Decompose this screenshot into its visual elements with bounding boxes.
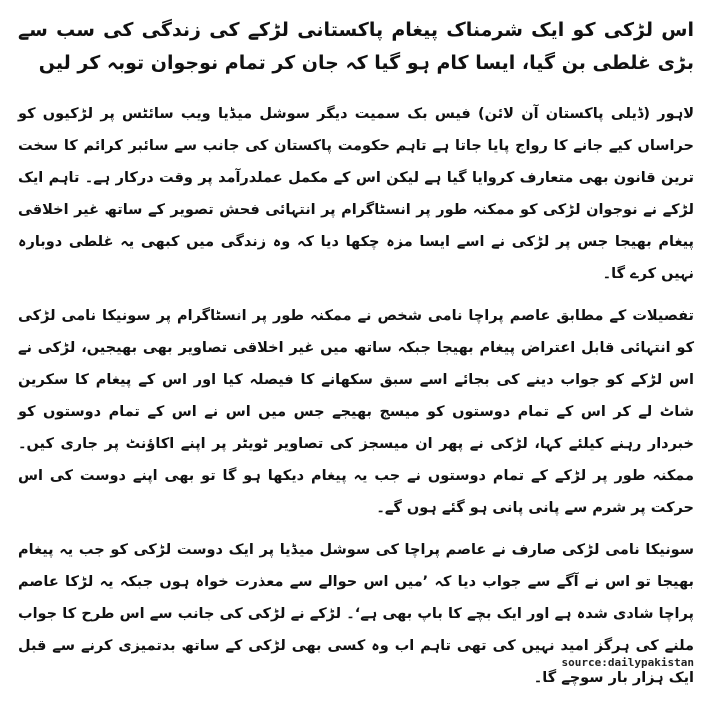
source-credit: source:dailypakistan: [561, 656, 694, 669]
article-paragraph-1: لاہور (ڈیلی پاکستان آن لائن) فیس بک سمیت دیگر سوشل میڈیا ویب سائٹس پر لڑکیوں کو حراساں کیے جانے کا رواج پایا جاتا ہے تاہم حکومت پاکستان کی جانب سے سائبر کرائم کا سخت ترین قانون بھی متعارف کروایا گیا ہے لیکن اس کے مکمل عملدرآمد پر وقت درکار ہے۔ تاہم ایک لڑکے نے نوجوان لڑکی کو ممکنہ طور پر انسٹاگرام پر انتہائی فحش تصویر کے ساتھ غیر اخلاقی پیغام بھیجا جس پر لڑکی نے اسے ایسا مزہ چکھا دیا کہ وہ زندگی میں کبھی یہ غلطی دوبارہ نہیں کرے گا۔: [18, 106, 694, 282]
article-paragraph-2: تفصیلات کے مطابق عاصم پراچا نامی شخص نے ممکنہ طور پر انسٹاگرام پر سونیکا نامی لڑکی کو انتہائی قابل اعتراض پیغام بھیجا جبکہ ساتھ میں غیر اخلاقی تصاویر بھی بھیجیں، لڑکی نے اس لڑکے کو جواب دینے کی بجائے اسے سبق سکھانے کا فیصلہ کیا اور اس کے پیغام کا سکرین شاٹ لے کر اس کے تمام دوستوں کو میسج بھیجے جس میں اس نے اس کے تمام دوستوں کو خبردار رہنے کیلئے کہا، لڑکی نے پھر ان میسجز کی تصاویر ٹویٹر پر اپنے اکاؤنٹ پر جاری کیں۔ ممکنہ طور پر لڑکے کے تمام دوستوں نے جب یہ پیغام دیکھا ہو گا تو بھی اپنے دوست کی اس حرکت پر شرم سے پانی پانی ہو گئے ہوں گے۔: [18, 308, 694, 516]
article-paragraph-3: سونیکا نامی لڑکی صارف نے عاصم پراچا کی سوشل میڈیا پر ایک دوست لڑکی کو جب یہ پیغام بھیجا تو اس نے آگے سے جواب دیا کہ ’میں اس حوالے سے معذرت خواہ ہوں جبکہ یہ لڑکا عاصم پراچا شادی شدہ ہے اور ایک بچے کا باپ بھی ہے‘۔ لڑکے نے لڑکی کی جانب سے اس طرح کا جواب ملنے کی ہرگز امید نہیں کی تھی تاہم اب وہ کسی بھی لڑکی کے ساتھ بدتمیزی کرنے سے قبل ایک ہزار بار سوچے گا۔: [18, 542, 694, 686]
article: [18, 14, 694, 704]
article-headline: اس لڑکی کو ایک شرمناک پیغام پاکستانی لڑکے کی زندگی کی سب سے بڑی غلطی بن گیا، ایسا کام ہو گیا کہ جان کر تمام نوجوان توبہ کر لیں: [18, 19, 694, 74]
